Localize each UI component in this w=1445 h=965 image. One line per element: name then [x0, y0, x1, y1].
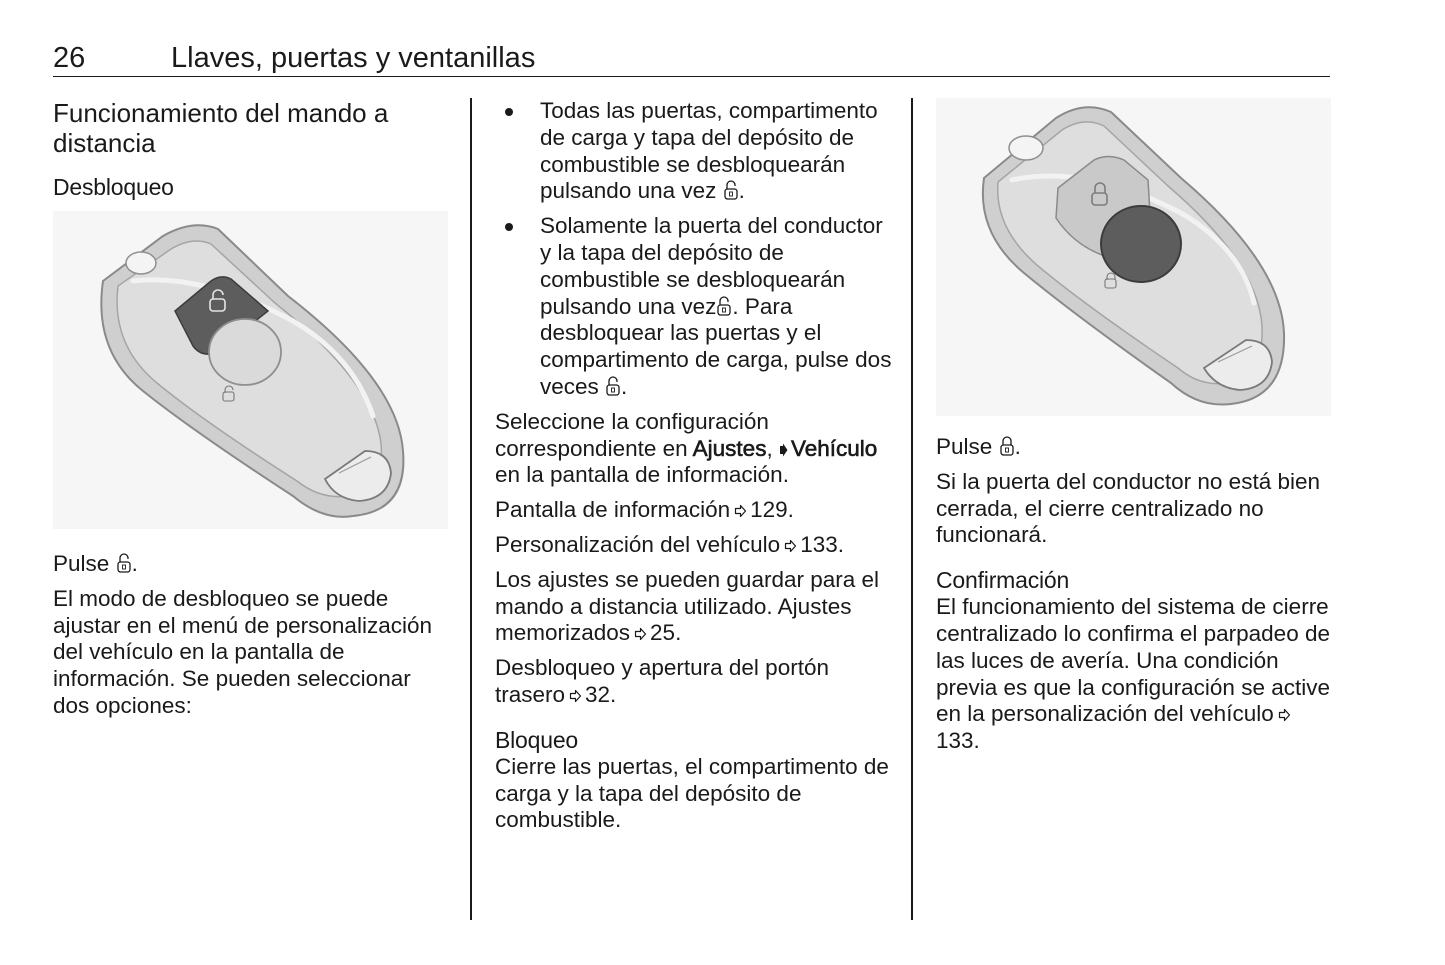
lock-instruction — [936, 434, 1336, 461]
bullet-text: Todas las puertas, compartimento de carga y tapa del depósito de combustible se desbloquearán pulsando una vez — [540, 98, 878, 204]
pulse-label: Pulse — [53, 551, 110, 576]
unlock-options-list — [495, 98, 895, 401]
list-item — [495, 213, 895, 401]
bullet-text: Solamente la puerta del conductor y la tapa del depósito de combustible se desbloquearán pulsando una vez — [540, 213, 883, 319]
list-item — [495, 98, 895, 205]
page-reference-arrow-icon — [569, 689, 582, 703]
confirmation-subheading: Confirmación — [936, 567, 1070, 594]
lock-subheading: Bloqueo — [495, 726, 579, 753]
section-heading: Funcionamiento del mando a distancia — [53, 98, 389, 158]
unlock-subheading: Desbloqueo — [53, 174, 174, 200]
confirmation-text: El funcionamiento del sistema de cierre centralizado lo confirma el parpadeo de las luces de avería. Una condición previa es que la configuración se active en la personalización del vehículo — [936, 594, 1330, 727]
key-fob-lock-illustration — [936, 98, 1331, 416]
column-3 — [936, 98, 1336, 763]
unlock-instruction — [53, 551, 448, 578]
reference-text: Pantalla de información — [495, 497, 731, 523]
column-1 — [53, 98, 448, 728]
page-reference-arrow-icon — [634, 627, 647, 641]
bullet-end: . — [738, 178, 745, 204]
pulse-label: Pulse — [936, 434, 993, 459]
page-header — [53, 40, 1330, 77]
reference-text: Personalización del vehículo — [495, 531, 781, 557]
key-fob-unlock-illustration — [53, 211, 448, 529]
reference-vehicle-personalization — [495, 532, 895, 559]
reference-page: 129. — [750, 497, 794, 523]
lock-paragraph: Cierre las puertas, el compartimento de carga y la tapa del depósito de combustible. — [495, 753, 889, 833]
menu-ajustes: Ajustes — [692, 435, 767, 461]
settings-text: Seleccione la configuración correspondiente en — [495, 408, 769, 461]
reference-page: 133. — [936, 728, 980, 754]
lock-padlock-icon — [1000, 436, 1014, 456]
unlock-padlock-icon — [117, 553, 131, 573]
column-divider-left — [470, 98, 472, 920]
page-reference-arrow-icon — [734, 504, 747, 518]
column-2 — [495, 98, 895, 842]
reference-info-display — [495, 497, 895, 524]
reference-page: 133. — [800, 531, 844, 557]
reference-text: Desbloqueo y apertura del portón trasero — [495, 655, 829, 707]
unlock-mode-paragraph: El modo de desbloqueo se puede ajustar en el menú de personalización del vehículo en la pantalla de información. Se pueden seleccionar dos opciones: — [53, 585, 432, 718]
reference-memorized-settings — [495, 567, 895, 647]
menu-arrow-icon — [779, 443, 788, 457]
bullet-end: . — [621, 373, 628, 399]
confirmation-paragraph — [936, 594, 1336, 755]
page-reference-arrow-icon — [1278, 708, 1291, 722]
unlock-padlock-icon — [606, 376, 620, 396]
pulse-end: . — [131, 551, 138, 576]
page-reference-arrow-icon — [784, 539, 797, 553]
reference-tailgate — [495, 655, 895, 709]
menu-vehiculo: Vehículo — [790, 435, 878, 461]
reference-page: 32. — [585, 681, 617, 707]
reference-page: 25. — [650, 620, 682, 646]
pulse-end: . — [1014, 434, 1021, 459]
unlock-padlock-icon — [717, 296, 731, 316]
page-number: 26 — [53, 42, 86, 74]
column-divider-right — [911, 98, 913, 920]
door-warning-paragraph: Si la puerta del conductor no está bien cerrada, el cierre centralizado no funcionará. — [936, 468, 1321, 548]
reference-text: Los ajustes se pueden guardar para el mando a distancia utilizado. Ajustes memorizados — [495, 566, 880, 646]
bullet-dot — [505, 108, 513, 116]
settings-text-end: en la pantalla de información. — [495, 462, 789, 488]
settings-paragraph — [495, 409, 895, 489]
bullet-dot — [505, 223, 513, 231]
unlock-padlock-icon — [724, 180, 738, 200]
chapter-title: Llaves, puertas y ventanillas — [171, 42, 536, 74]
bullet-text-continued: . Para desbloquear las puertas y el compartimento de carga, pulse dos veces — [540, 293, 892, 399]
settings-comma: , — [766, 435, 773, 461]
